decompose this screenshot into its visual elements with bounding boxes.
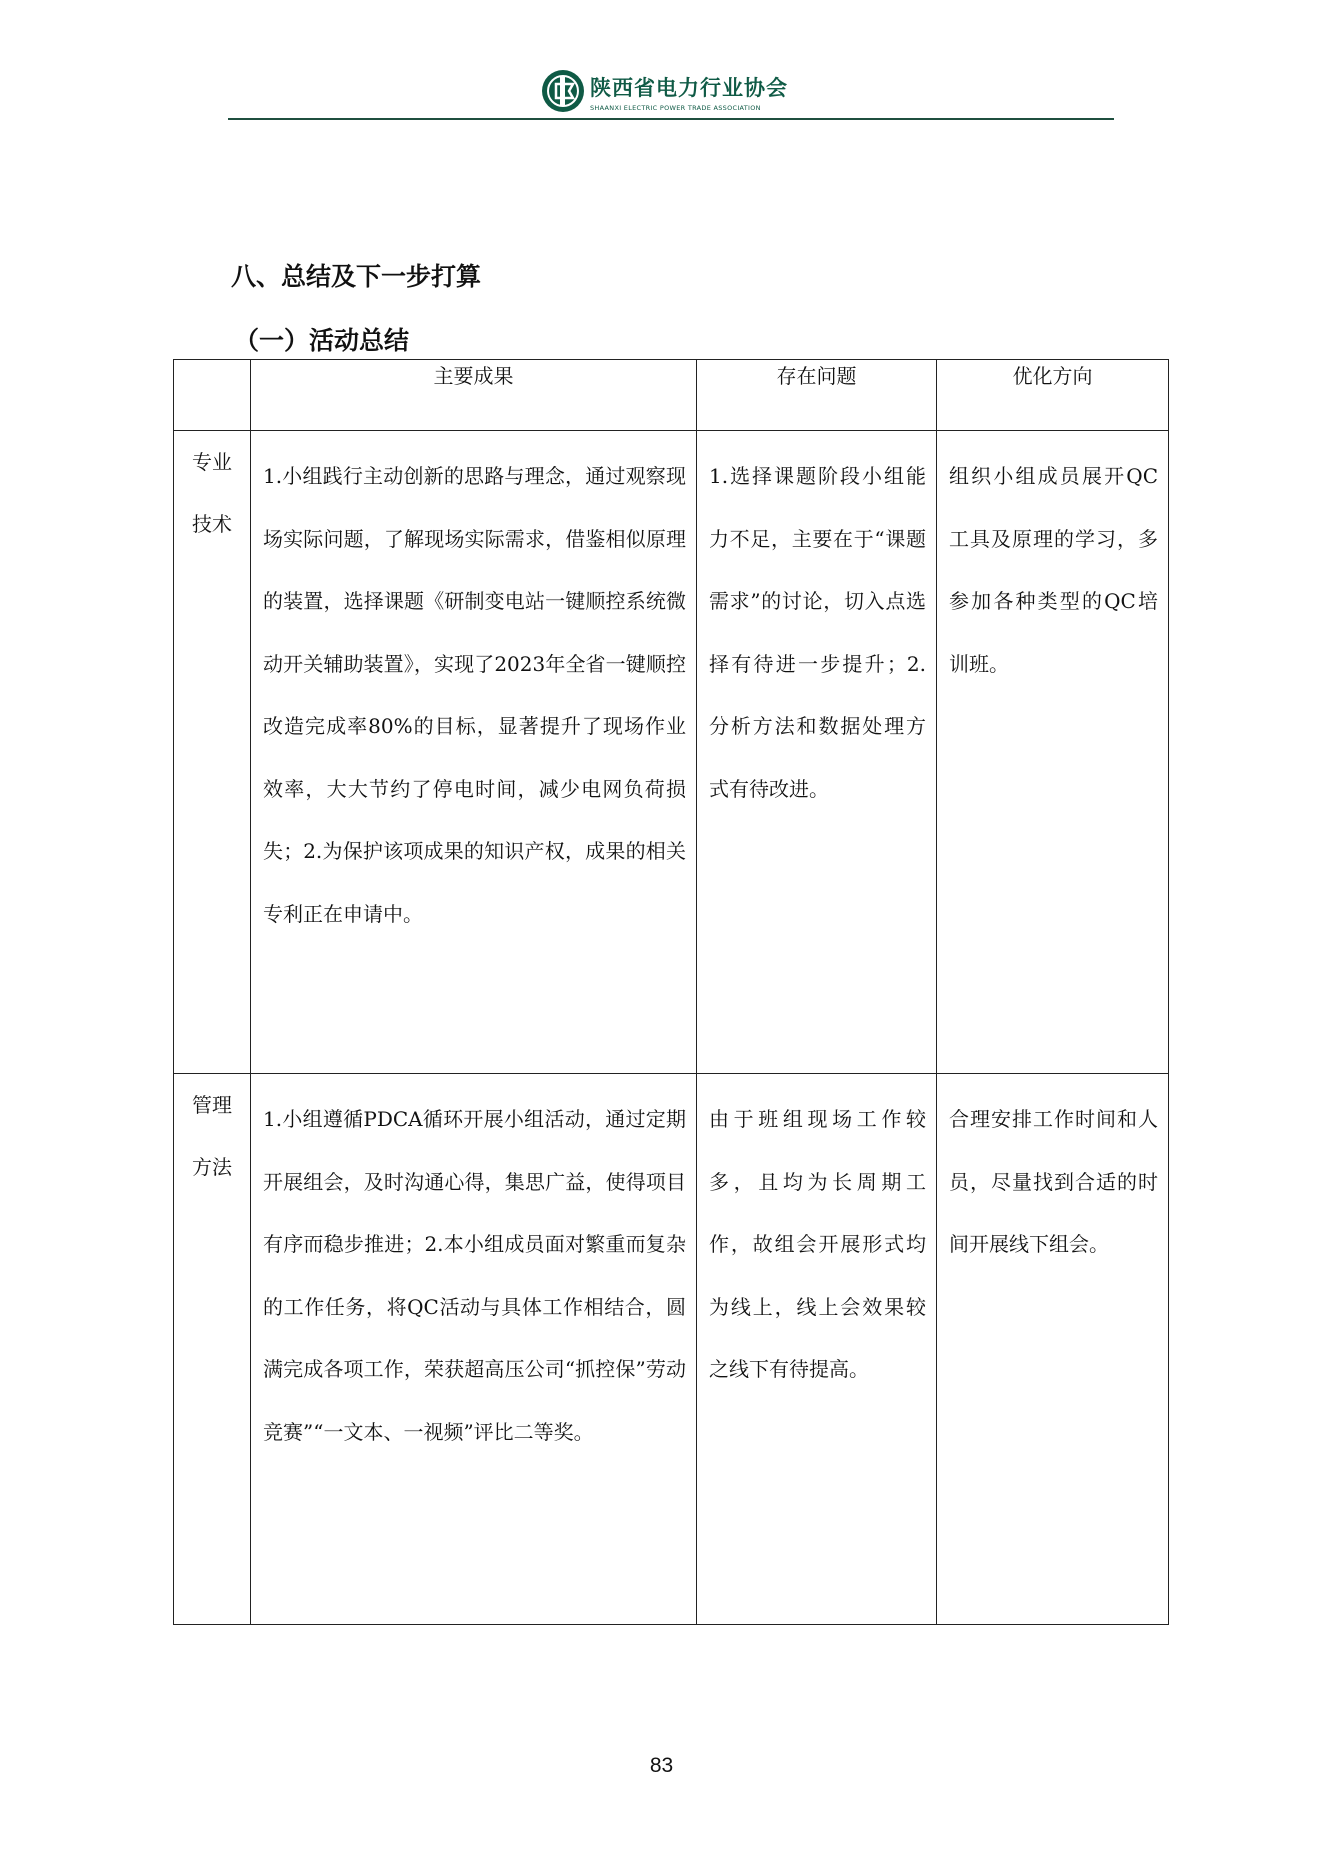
header-cell-achievements: 主要成果 [251,360,697,431]
brand-block [590,72,788,112]
row-label-technical: 专业 技术 [174,431,251,1074]
association-logo-icon [540,68,586,114]
row-label-management: 管理 方法 [174,1074,251,1625]
achievements-cell: 1.小组践行主动创新的思路与理念，通过观察现场实际问题，了解现场实际需求，借鉴相似原理的装置，选择课题《研制变电站一键顺控系统微动开关辅助装置》，实现了2023年全省一键顺控改造完成率80%的目标，显著提升了现场作业效率，大大节约了停电时间，减少电网负荷损失；2.为保护该项成果的知识产权，成果的相关专利正在申请中。 [251,431,697,1074]
page-header [228,62,1114,122]
header-cell-improvements: 优化方向 [937,360,1169,431]
header-cell-blank [174,360,251,431]
table-header-row [174,360,1169,431]
header-divider [228,118,1114,120]
org-name: 陕西省电力行业协会 [590,76,788,100]
improvements-cell: 合理安排工作时间和人员，尽量找到合适的时间开展线下组会。 [937,1074,1169,1625]
section-title: 八、总结及下一步打算 [231,262,482,291]
problems-cell: 1.选择课题阶段小组能力不足，主要在于“课题需求”的讨论，切入点选择有待进一步提升；2.分析方法和数据处理方式有待改进。 [697,431,937,1074]
header-cell-problems: 存在问题 [697,360,937,431]
subsection-title: （一）活动总结 [234,326,410,355]
problems-cell: 由于班组现场工作较多，且均为长周期工作，故组会开展形式均为线上，线上会效果较之线下有待提高。 [697,1074,937,1625]
activity-summary-table [173,359,1169,1625]
page-number: 83 [649,1754,674,1777]
improvements-cell: 组织小组成员展开QC工具及原理的学习，多参加各种类型的QC培训班。 [937,431,1169,1074]
org-name-en: SHAANXI ELECTRIC POWER TRADE ASSOCIATION [590,104,761,112]
table-row [174,1074,1169,1625]
achievements-cell: 1.小组遵循PDCA循环开展小组活动，通过定期开展组会，及时沟通心得，集思广益，使得项目有序而稳步推进；2.本小组成员面对繁重而复杂的工作任务，将QC活动与具体工作相结合，圆满完成各项工作，荣获超高压公司“抓控保”劳动竞赛”“一文本、一视频”评比二等奖。 [251,1074,697,1625]
table-row [174,431,1169,1074]
